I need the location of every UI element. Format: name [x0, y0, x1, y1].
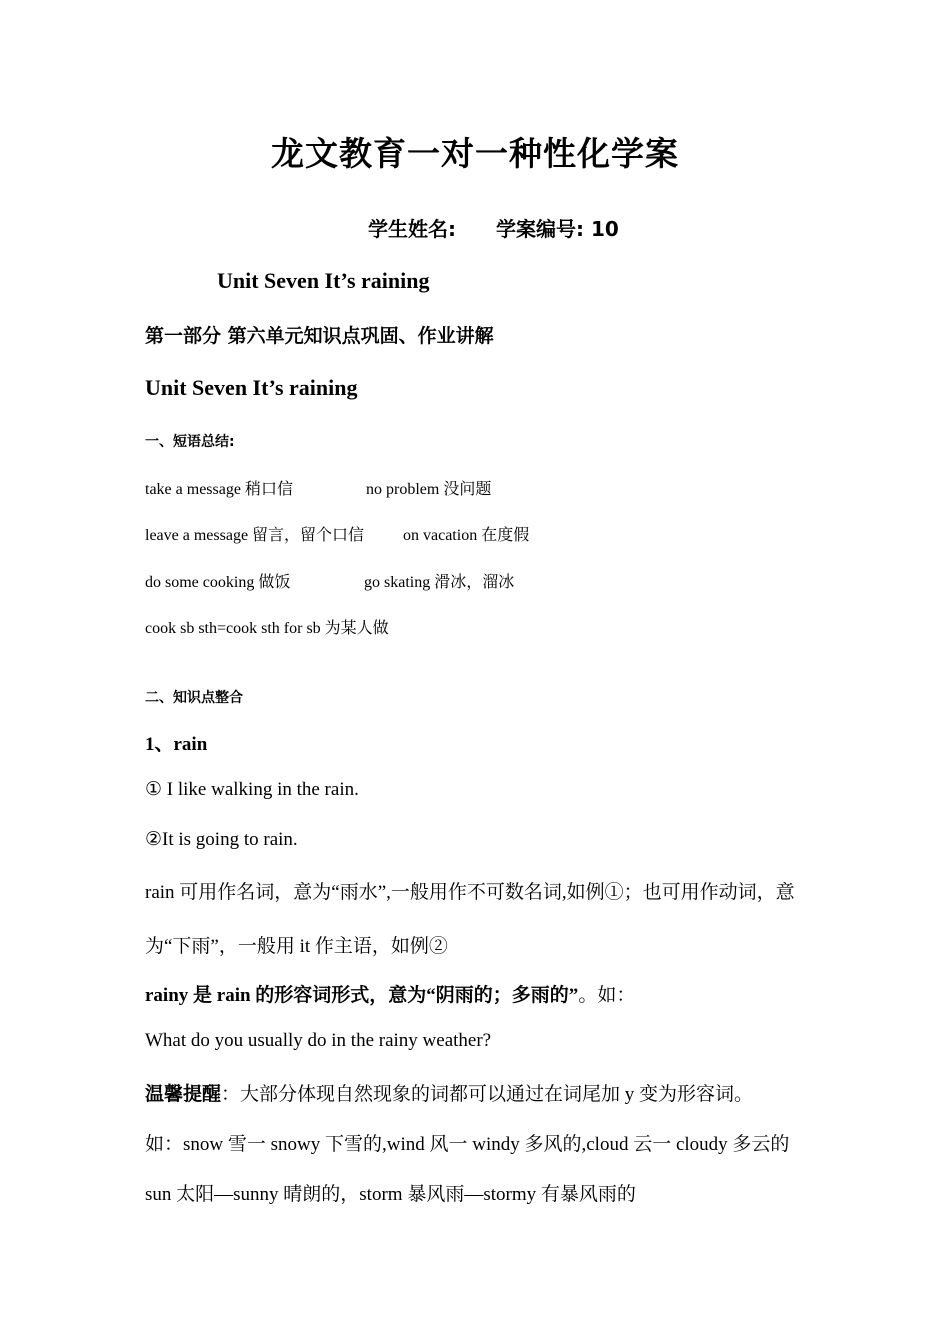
section-two-heading: 二、知识点整合	[145, 690, 243, 706]
phrase-row	[145, 522, 529, 545]
section-one-heading: 一、短语总结:	[145, 434, 235, 450]
phrase-left: do some cooking 做饭	[145, 574, 291, 591]
weather-examples-line-1: 如：snow 雪一 snowy 下雪的,wind 风一 windy 多风的,cloud 云一 cloudy 多云的	[145, 1134, 790, 1155]
tip-label: 温馨提醒	[145, 1084, 222, 1105]
document-title: 龙文教育一对一种性化学案	[271, 134, 679, 173]
weather-examples-line-2: sun 太阳—sunny 晴朗的，storm 暴风雨—stormy 有暴风雨的	[145, 1184, 636, 1205]
rainy-example: What do you usually do in the rainy weather?	[145, 1030, 492, 1051]
student-name-label: 学生姓名:	[368, 217, 456, 241]
phrase-right: go skating 滑冰，溜冰	[364, 574, 515, 591]
tip-text: ：大部分体现自然现象的词都可以通过在词尾加 y 变为形容词。	[221, 1084, 754, 1105]
phrase-row	[145, 476, 491, 499]
plan-number-label: 学案编号: 10	[496, 217, 619, 241]
explanation-line-1: rain 可用作名词，意为“雨水”,一般用作不可数名词,如例①；也可用作动词，意	[145, 882, 795, 903]
item-title: 1、rain	[145, 734, 208, 755]
phrase-left: take a message 稍口信	[145, 481, 293, 498]
example-one: ① I like walking in the rain.	[145, 779, 359, 800]
example-two: ②It is going to rain.	[145, 829, 298, 850]
part-one-heading: 第一部分 第六单元知识点巩固、作业讲解	[145, 325, 494, 347]
phrase-right: no problem 没问题	[366, 481, 492, 498]
student-info-line	[368, 213, 619, 242]
rainy-definition-bold: rainy 是 rain 的形容词形式，意为“阴雨的；多雨的”	[145, 985, 579, 1006]
explanation-line-2: 为“下雨”，一般用 it 作主语，如例②	[145, 936, 448, 957]
unit-title: Unit Seven It’s raining	[217, 268, 430, 293]
phrase-row	[145, 615, 389, 638]
phrase-left: leave a message 留言，留个口信	[145, 527, 365, 544]
phrase-left: cook sb sth=cook sth for sb 为某人做	[145, 620, 389, 637]
rainy-definition-tail: 。如：	[578, 985, 636, 1006]
phrase-row	[145, 569, 514, 592]
phrase-right: on vacation 在度假	[403, 527, 530, 544]
tip-line	[145, 1079, 753, 1106]
rainy-definition	[145, 980, 635, 1007]
unit-title-secondary: Unit Seven It’s raining	[145, 375, 358, 400]
